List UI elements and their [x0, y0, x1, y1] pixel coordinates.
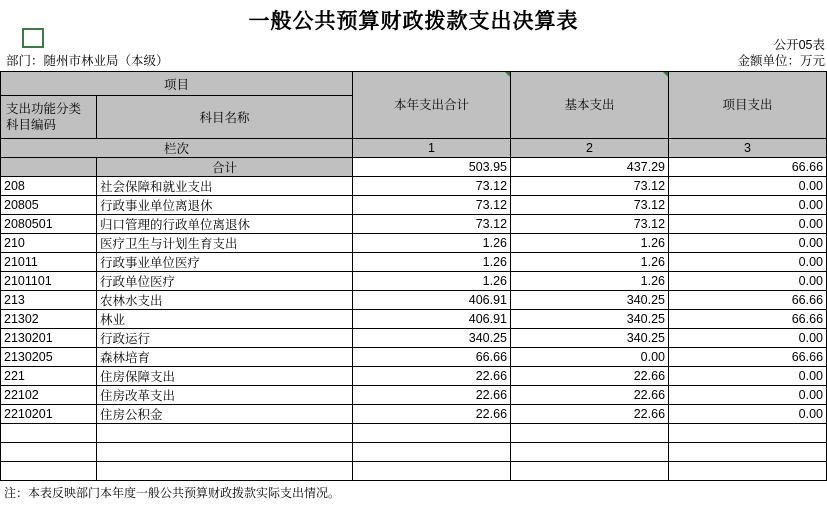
row-code: 208 — [1, 177, 97, 196]
row-basic: 22.66 — [511, 405, 669, 424]
header-total-cell — [353, 72, 511, 139]
total-row-project: 66.66 — [669, 158, 827, 177]
row-basic: 340.25 — [511, 329, 669, 348]
header-total-label: 本年支出合计 — [394, 98, 470, 112]
column-index-2: 2 — [511, 139, 669, 158]
table-row — [1, 253, 827, 272]
row-basic: 1.26 — [511, 253, 669, 272]
row-code: 20805 — [1, 196, 97, 215]
header-project-label: 项目支出 — [722, 98, 773, 112]
row-name: 森林培育 — [97, 348, 353, 367]
blank-cell — [1, 443, 97, 462]
row-code: 2130205 — [1, 348, 97, 367]
row-basic: 0.00 — [511, 348, 669, 367]
row-project: 0.00 — [669, 329, 827, 348]
row-basic: 73.12 — [511, 196, 669, 215]
table-body — [1, 177, 827, 481]
row-name: 住房公积金 — [97, 405, 353, 424]
row-basic: 1.26 — [511, 234, 669, 253]
row-project: 66.66 — [669, 310, 827, 329]
row-total: 1.26 — [353, 253, 511, 272]
table-row — [1, 405, 827, 424]
total-row-code — [1, 158, 97, 177]
header-basic-cell — [511, 72, 669, 139]
row-basic: 340.25 — [511, 291, 669, 310]
table-row — [1, 310, 827, 329]
row-total: 406.91 — [353, 291, 511, 310]
table-row-total — [1, 158, 827, 177]
row-total: 22.66 — [353, 405, 511, 424]
row-code: 2210201 — [1, 405, 97, 424]
row-project: 0.00 — [669, 215, 827, 234]
row-name: 住房改革支出 — [97, 386, 353, 405]
row-basic: 73.12 — [511, 177, 669, 196]
row-basic: 340.25 — [511, 310, 669, 329]
header-code-label-line1: 支出功能分类 — [6, 102, 82, 117]
table-row — [1, 272, 827, 291]
row-total: 22.66 — [353, 386, 511, 405]
table-row-blank — [1, 462, 827, 481]
table-row — [1, 196, 827, 215]
row-name: 医疗卫生与计划生育支出 — [97, 234, 353, 253]
unit-label: 金额单位：万元 — [737, 54, 825, 68]
row-project: 0.00 — [669, 272, 827, 291]
blank-cell — [353, 424, 511, 443]
row-project: 0.00 — [669, 367, 827, 386]
table-row — [1, 386, 827, 405]
total-row-name: 合计 — [97, 158, 353, 177]
column-index-label: 栏次 — [1, 139, 353, 158]
row-basic: 22.66 — [511, 367, 669, 386]
row-project: 66.66 — [669, 348, 827, 367]
table-group-header-row — [1, 72, 827, 96]
table-row — [1, 234, 827, 253]
row-code: 21302 — [1, 310, 97, 329]
row-total: 66.66 — [353, 348, 511, 367]
department-line — [0, 53, 827, 71]
row-code: 213 — [1, 291, 97, 310]
row-total: 73.12 — [353, 196, 511, 215]
row-name: 社会保障和就业支出 — [97, 177, 353, 196]
row-name: 住房保障支出 — [97, 367, 353, 386]
column-index-3: 3 — [669, 139, 827, 158]
row-project: 0.00 — [669, 196, 827, 215]
department-label: 部门：随州市林业局（本级） — [6, 54, 169, 68]
row-total: 340.25 — [353, 329, 511, 348]
row-total: 22.66 — [353, 367, 511, 386]
row-basic: 1.26 — [511, 272, 669, 291]
group-header-item: 项目 — [1, 72, 353, 96]
total-row-basic: 437.29 — [511, 158, 669, 177]
row-total: 73.12 — [353, 177, 511, 196]
blank-cell — [511, 443, 669, 462]
table-row — [1, 177, 827, 196]
footnote: 注：本表反映部门本年度一般公共预算财政拨款实际支出情况。 — [4, 486, 341, 500]
row-name: 林业 — [97, 310, 353, 329]
blank-cell — [511, 462, 669, 481]
header-project-cell — [669, 72, 827, 139]
header-code-cell — [1, 96, 97, 139]
selection-marker — [22, 28, 44, 48]
blank-cell — [511, 424, 669, 443]
table-row-blank — [1, 424, 827, 443]
row-project: 0.00 — [669, 177, 827, 196]
row-code: 221 — [1, 367, 97, 386]
header-basic-label: 基本支出 — [564, 98, 615, 112]
blank-cell — [669, 462, 827, 481]
page-title: 一般公共预算财政拨款支出决算表 — [248, 9, 579, 33]
row-name: 行政事业单位医疗 — [97, 253, 353, 272]
row-code: 21011 — [1, 253, 97, 272]
table-row — [1, 291, 827, 310]
row-name: 农林水支出 — [97, 291, 353, 310]
table-column-index-row — [1, 139, 827, 158]
total-row-total: 503.95 — [353, 158, 511, 177]
row-total: 1.26 — [353, 272, 511, 291]
table-row — [1, 215, 827, 234]
blank-cell — [669, 443, 827, 462]
row-total: 406.91 — [353, 310, 511, 329]
row-basic: 73.12 — [511, 215, 669, 234]
row-total: 1.26 — [353, 234, 511, 253]
row-name: 行政事业单位离退休 — [97, 196, 353, 215]
row-code: 22102 — [1, 386, 97, 405]
row-total: 73.12 — [353, 215, 511, 234]
row-code: 2080501 — [1, 215, 97, 234]
row-code: 210 — [1, 234, 97, 253]
blank-cell — [669, 424, 827, 443]
blank-cell — [353, 462, 511, 481]
table-row — [1, 348, 827, 367]
row-project: 66.66 — [669, 291, 827, 310]
blank-cell — [97, 462, 353, 481]
row-code: 2101101 — [1, 272, 97, 291]
row-code: 2130201 — [1, 329, 97, 348]
row-name: 归口管理的行政单位离退休 — [97, 215, 353, 234]
table-row-blank — [1, 443, 827, 462]
row-project: 0.00 — [669, 405, 827, 424]
row-name: 行政运行 — [97, 329, 353, 348]
row-project: 0.00 — [669, 386, 827, 405]
form-number: 公开05表 — [773, 38, 825, 52]
row-name: 行政单位医疗 — [97, 272, 353, 291]
blank-cell — [1, 462, 97, 481]
row-basic: 22.66 — [511, 386, 669, 405]
row-project: 0.00 — [669, 253, 827, 272]
header-name-cell: 科目名称 — [97, 96, 353, 139]
header-code-label-line2: 科目编码 — [6, 118, 57, 133]
blank-cell — [1, 424, 97, 443]
table-row — [1, 367, 827, 386]
blank-cell — [97, 443, 353, 462]
budget-expenditure-table — [0, 71, 827, 481]
blank-cell — [353, 443, 511, 462]
blank-cell — [97, 424, 353, 443]
column-index-1: 1 — [353, 139, 511, 158]
row-project: 0.00 — [669, 234, 827, 253]
table-row — [1, 329, 827, 348]
